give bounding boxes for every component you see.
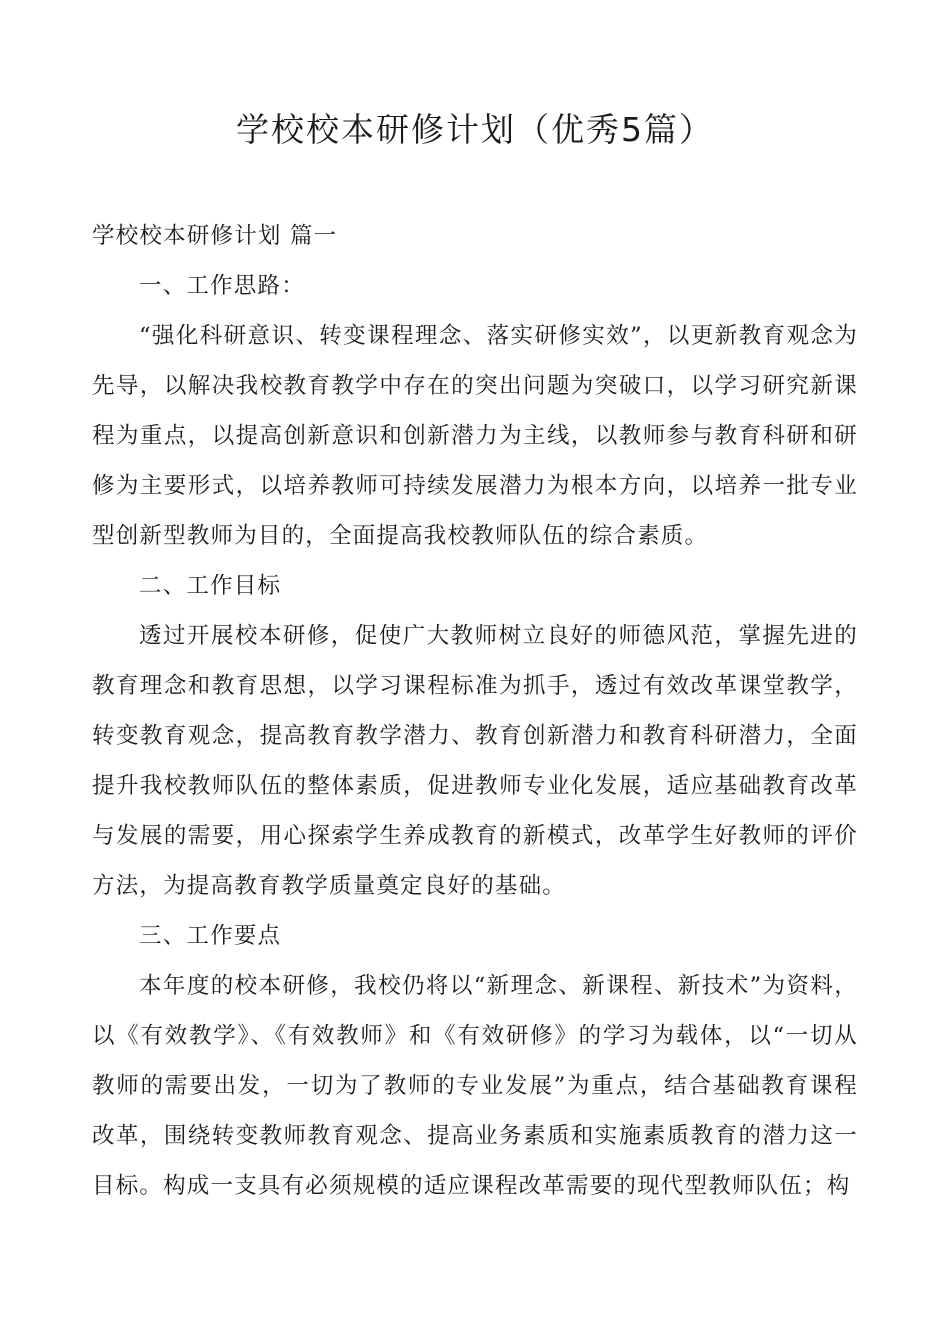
document-body [92, 211, 858, 1211]
article-heading: 学校校本研修计划 篇一 [92, 223, 338, 249]
paragraph-work-approach: “强化科研意识、转变课程理念、落实研修实效”，以更新教育观念为先导，以解决我校教育教学中存在的突出问题为突破口，以学习研究新课程为重点，以提高创新意识和创新潜力为主线，以教师参与教育科研和研修为主要形式，以培养教师可持续发展潜力为根本方向，以培养一批专业型创新型教师为目的，全面提高我校教师队伍的综合素质。 [92, 323, 858, 549]
paragraph-work-points: 本年度的校本研修，我校仍将以“新理念、新课程、新技术”为资料，以《有效教学》、《有效教师》和《有效研修》的学习为载体，以“一切从教师的需要出发，一切为了教师的专业发展”为重点，结合基础教育课程改革，围绕转变教师教育观念、提高业务素质和实施素质教育的潜力这一目标。构成一支具有必须规模的适应课程改革需要的现代型教师队伍；构 [92, 973, 858, 1199]
section-heading-work-approach: 一、工作思路： [139, 273, 305, 299]
paragraph-work-goals: 透过开展校本研修，促使广大教师树立良好的师德风范，掌握先进的教育理念和教育思想，以学习课程标准为抓手，透过有效改革课堂教学，转变教育观念，提高教育教学潜力、教育创新潜力和教育科研潜力，全面提升我校教师队伍的整体素质，促进教师专业化发展，适应基础教育改革与发展的需要，用心探索学生养成教育的新模式，改革学生好教师的评价方法，为提高教育教学质量奠定良好的基础。 [92, 623, 858, 899]
section-heading-work-points: 三、工作要点 [139, 923, 282, 949]
document-title: 学校校本研修计划（优秀5篇） [236, 110, 714, 149]
section-heading-work-goals: 二、工作目标 [139, 573, 282, 599]
